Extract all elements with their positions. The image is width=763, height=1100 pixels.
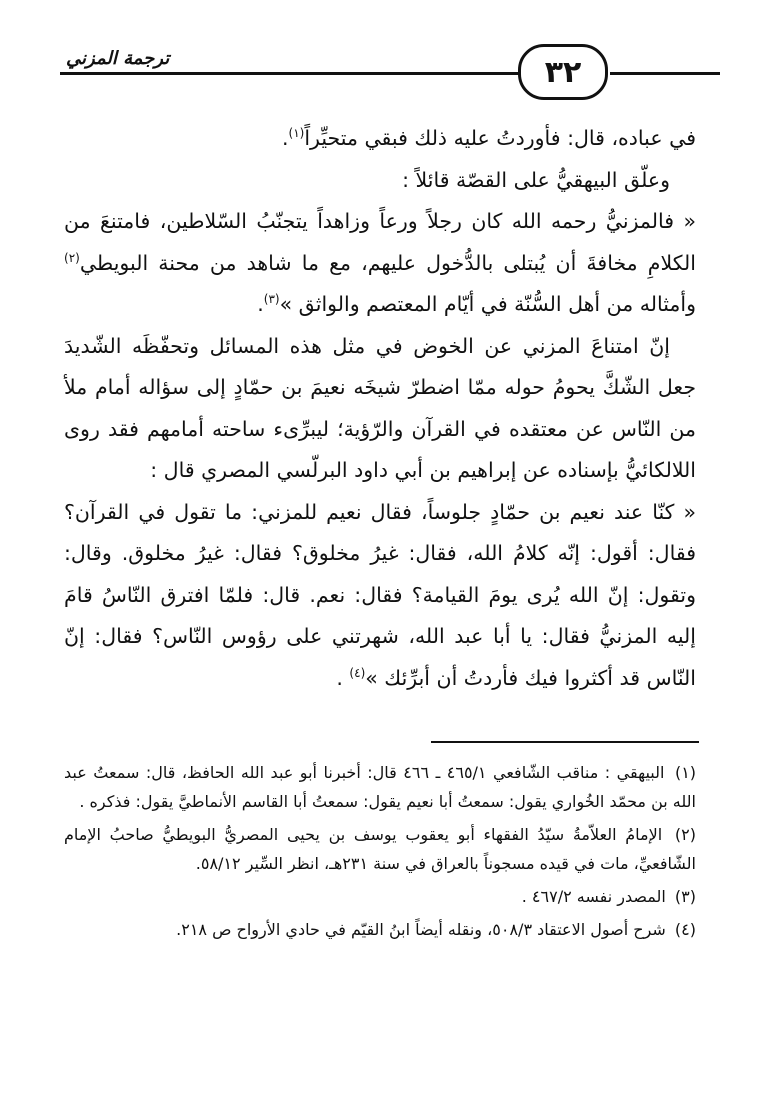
quote-1-end: . — [257, 292, 264, 316]
paragraph-1-text: في عباده، قال: فأوردتُ عليه ذلك فبقي متحيِّراً — [304, 126, 696, 150]
footnote-3 — [64, 882, 696, 911]
paragraph-4: إنّ امتناعَ المزني عن الخوض في مثل هذه المسائل وتحفّظَه الشّديدَ جعل الشّكَّ يحومُ حوله ممّا اضطرّ شيخَه نعيمَ بن حمّادٍ إلى سؤاله أمام ملأ من النّاس عن معتقده في القرآن والرّؤية؛ ليبرِّىء ساحته أمامهم فقد روى اللالكائيُّ بإسناده عن إبراهيم بن أبي داود البرلّسي المصري قال : — [64, 333, 696, 482]
footnote-separator — [431, 741, 699, 743]
footnote-2 — [64, 820, 696, 878]
footnotes — [64, 758, 696, 948]
paragraph-5-quote — [64, 492, 696, 700]
paragraph-3-quote — [64, 201, 696, 326]
footnote-1 — [64, 758, 696, 816]
footnote-text: الإمامُ العلاّمةُ سيّدُ الفقهاء أبو يعقوب يوسف بن يحيى المصريُّ البويطيُّ صاحبُ الإمام الشّافعيِّ، مات في قيده مسجوناً بالعراق في سنة ٢٣١هـ، انظر السِّير ٥٨/١٢. — [64, 825, 696, 873]
header-rule-right — [610, 72, 720, 75]
quote-1-continued: وأمثاله من أهل السُّنّة في أيّام المعتصم والواثق » — [279, 292, 696, 316]
footnote-number: (٣) — [674, 887, 696, 906]
quote-2-text: « كنّا عند نعيم بن حمّادٍ جلوساً، فقال نعيم للمزني: ما تقول في القرآن؟ فقال: أقول: إنّه كلامُ الله، فقال: غيرُ مخلوق؟ فقال: غيرُ مخلوق. وقال: وتقول: إنّ الله يُرى يومَ القيامة؟ فقال: نعم. قال: فلمّا افترق النّاسُ قامَ إليه المزنيُّ فقال: يا أبا عبد الله، شهرتني على رؤوس النّاس؟ فقال: إنّ النّاس قد أكثروا فيك فأردتُ أن أبرِّئك » — [64, 499, 696, 690]
footnote-text: شرح أصول الاعتقاد ٥٠٨/٣، ونقله أيضاً ابنُ القيّم في حادي الأرواح ص ٢١٨. — [176, 920, 666, 939]
footnote-number: (٤) — [674, 920, 696, 939]
main-text — [64, 118, 696, 699]
footnote-ref-1[interactable]: (١) — [288, 126, 305, 141]
quote-2-end: . — [336, 665, 350, 690]
footnote-ref-2[interactable]: (٢) — [64, 250, 80, 265]
paragraph-1-end: . — [281, 126, 289, 150]
footnote-ref-3[interactable]: (٣) — [263, 292, 280, 307]
footnote-number: (١) — [674, 763, 697, 782]
footnote-4 — [64, 915, 696, 944]
quote-1-text: « فالمزنيُّ رحمه الله كان رجلاً ورعاً وزاهداً يتجنّبُ السّلاطين، فامتنعَ من الكلامِ مخافةَ أن يُبتلى بالدُّخول عليهم، مع ما شاهد من محنة البويطي — [64, 209, 696, 275]
footnote-ref-4[interactable]: (٤) — [349, 665, 366, 680]
running-title: ترجمة المزني — [60, 48, 175, 69]
footnote-text: البيهقي : مناقب الشّافعي ٤٦٥/١ ـ ٤٦٦ قال: أخبرنا أبو عبد الله الحافظ، قال: سمعتُ عبد الله بن محمّد الخُواري يقول: سمعتُ أبا نعيم يقول: سمعتُ أبا القاسم الأنماطيَّ يقول: فذكره . — [64, 763, 696, 811]
page-number: ٣٢ — [518, 44, 608, 100]
footnote-number: (٢) — [674, 825, 697, 844]
header-rule — [60, 72, 525, 75]
footnote-text: المصدر نفسه ٤٦٧/٢ . — [521, 887, 666, 906]
paragraph-1 — [64, 118, 696, 160]
page-header — [60, 44, 720, 104]
paragraph-2: وعلّق البيهقيُّ على القصّة قائلاً : — [402, 167, 670, 192]
